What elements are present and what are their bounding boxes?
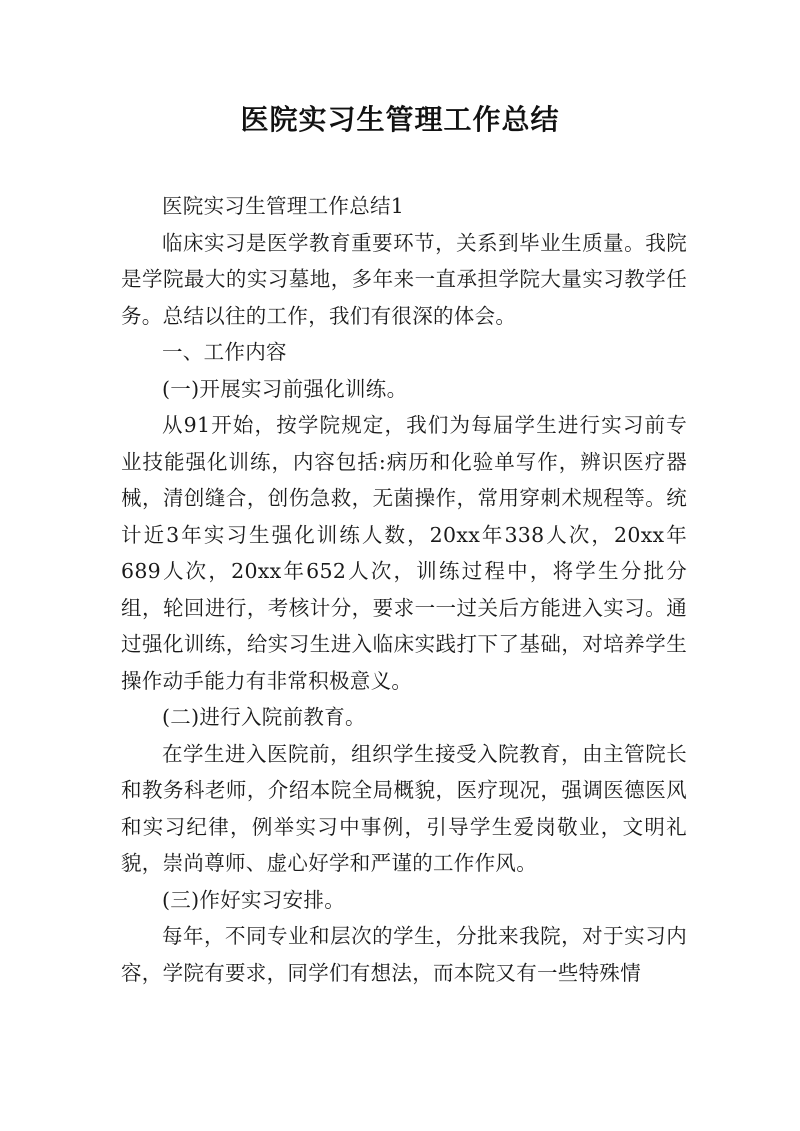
paragraph-training: 从91开始，按学院规定，我们为每届学生进行实习前专业技能强化训练，内容包括:病历和化验单写作，辨识医疗器械，清创缝合，创伤急救，无菌操作，常用穿刺术规程等。统计近3年实习生强化训练人数，20xx年338人次，20xx年689人次，20xx年652人次，训练过程中，将学生分批分组，轮回进行，考核计分，要求一一过关后方能进入实习。通过强化训练，给实习生进入临床实践打下了基础，对培养学生操作动手能力有非常积极意义。 [121, 413, 687, 693]
section-heading: 医院实习生管理工作总结1 [162, 194, 405, 218]
paragraph-education: 在学生进入医院前，组织学生接受入院教育，由主管院长和教务科老师，介绍本院全局概貌，医疗现况，强调医德医风和实习纪律，例举实习中事例，引导学生爱岗敬业，文明礼貌，崇尚尊师、虚心好学和严谨的工作作风。 [121, 741, 687, 875]
paragraph-intro: 临床实习是医学教育重要环节，关系到毕业生质量。我院是学院最大的实习墓地，多年来一直承担学院大量实习教学任务。总结以往的工作，我们有很深的体会。 [121, 230, 687, 328]
subsection-heading: (一)开展实习前强化训练。 [162, 376, 408, 401]
subsection-heading: (三)作好实习安排。 [162, 887, 345, 912]
section-heading: 一、工作内容 [162, 340, 287, 364]
paragraph-arrangement: 每年，不同专业和层次的学生，分批来我院，对于实习内容，学院有要求，同学们有想法，而本院又有一些特殊情 [121, 924, 687, 985]
document-body [121, 188, 687, 991]
document-title: 医院实习生管理工作总结 [240, 103, 560, 136]
subsection-heading: (二)进行入院前教育。 [162, 705, 366, 729]
